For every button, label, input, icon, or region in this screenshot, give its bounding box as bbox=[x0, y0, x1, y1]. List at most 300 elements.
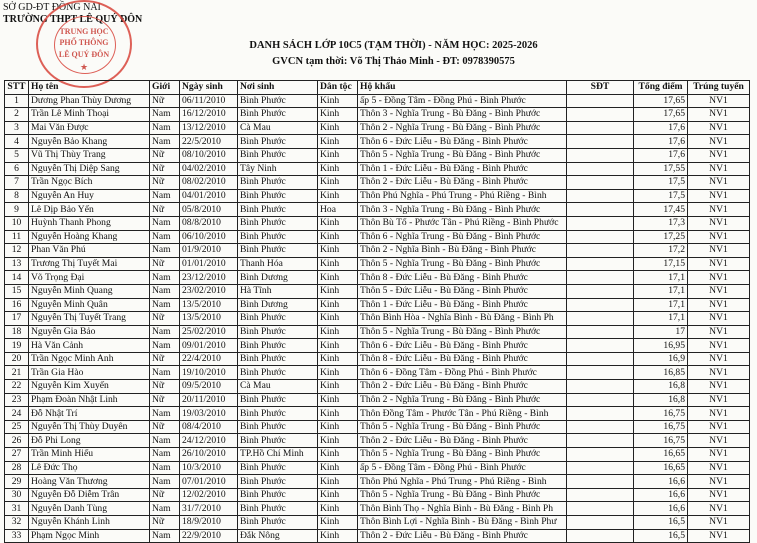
cell-birthplace: Thanh Hóa bbox=[238, 257, 318, 271]
cell-stt: 13 bbox=[5, 257, 29, 271]
cell-gender: Nam bbox=[150, 502, 180, 516]
cell-admission: NV1 bbox=[688, 420, 750, 434]
cell-total-score: 16,6 bbox=[634, 488, 688, 502]
cell-birthplace: Bình Phước bbox=[238, 420, 318, 434]
cell-stt: 14 bbox=[5, 271, 29, 285]
cell-birthdate: 06/10/2010 bbox=[180, 230, 238, 244]
table-body bbox=[5, 94, 750, 543]
cell-ethnicity: Kinh bbox=[318, 407, 358, 421]
cell-address: Thôn 5 - Đức Liễu - Bù Đăng - Bình Phước bbox=[358, 284, 567, 298]
cell-name: Huỳnh Thanh Phong bbox=[29, 216, 150, 230]
cell-total-score: 17 bbox=[634, 325, 688, 339]
cell-admission: NV1 bbox=[688, 135, 750, 149]
cell-address: Thôn Phú Nghĩa - Phú Trung - Phú Riềng - Bình bbox=[358, 475, 567, 489]
cell-ethnicity: Kinh bbox=[318, 298, 358, 312]
table-row bbox=[5, 148, 750, 162]
cell-admission: NV1 bbox=[688, 176, 750, 190]
cell-birthdate: 23/12/2010 bbox=[180, 271, 238, 285]
seal-line-3: LÊ QUÝ ĐÔN bbox=[58, 50, 110, 59]
cell-birthdate: 05/8/2010 bbox=[180, 203, 238, 217]
cell-phone bbox=[567, 108, 634, 122]
table-row bbox=[5, 284, 750, 298]
cell-birthdate: 12/02/2010 bbox=[180, 488, 238, 502]
cell-birthdate: 22/9/2010 bbox=[180, 529, 238, 543]
cell-total-score: 17,6 bbox=[634, 135, 688, 149]
cell-phone bbox=[567, 162, 634, 176]
cell-phone bbox=[567, 176, 634, 190]
cell-ethnicity: Kinh bbox=[318, 135, 358, 149]
cell-address: Thôn 2 - Đức Liễu - Bù Đăng - Bình Phước bbox=[358, 380, 567, 394]
table-row bbox=[5, 488, 750, 502]
cell-gender: Nam bbox=[150, 475, 180, 489]
cell-name: Nguyễn Thị Diệp Sang bbox=[29, 162, 150, 176]
cell-birthdate: 08/02/2010 bbox=[180, 176, 238, 190]
cell-ethnicity: Kinh bbox=[318, 189, 358, 203]
cell-address: Thôn Bù Tố - Phước Tân - Phú Riềng - Bình Phước bbox=[358, 216, 567, 230]
cell-name: Đỗ Nhật Trí bbox=[29, 407, 150, 421]
cell-address: Thôn Phú Nghĩa - Phú Trung - Phú Riềng - Bình bbox=[358, 189, 567, 203]
cell-birthdate: 25/02/2010 bbox=[180, 325, 238, 339]
cell-total-score: 17,1 bbox=[634, 271, 688, 285]
table-row bbox=[5, 121, 750, 135]
cell-total-score: 17,1 bbox=[634, 284, 688, 298]
cell-total-score: 16,65 bbox=[634, 448, 688, 462]
cell-total-score: 16,8 bbox=[634, 380, 688, 394]
cell-admission: NV1 bbox=[688, 434, 750, 448]
cell-admission: NV1 bbox=[688, 339, 750, 353]
cell-gender: Nam bbox=[150, 189, 180, 203]
cell-total-score: 17,1 bbox=[634, 312, 688, 326]
cell-birthdate: 13/5/2010 bbox=[180, 298, 238, 312]
class-list-table bbox=[4, 80, 750, 543]
cell-ethnicity: Kinh bbox=[318, 420, 358, 434]
table-row bbox=[5, 448, 750, 462]
cell-name: Dương Phan Thùy Dương bbox=[29, 94, 150, 108]
cell-name: Nguyễn Thị Tuyết Trang bbox=[29, 312, 150, 326]
cell-admission: NV1 bbox=[688, 203, 750, 217]
cell-ethnicity: Kinh bbox=[318, 339, 358, 353]
cell-admission: NV1 bbox=[688, 352, 750, 366]
cell-phone bbox=[567, 312, 634, 326]
cell-ethnicity: Kinh bbox=[318, 257, 358, 271]
cell-name: Phạm Ngọc Minh bbox=[29, 529, 150, 543]
cell-address: Thôn 6 - Đức Liễu - Bù Đăng - Bình Phước bbox=[358, 339, 567, 353]
cell-birthplace: Bình Phước bbox=[238, 189, 318, 203]
cell-phone bbox=[567, 339, 634, 353]
cell-admission: NV1 bbox=[688, 230, 750, 244]
cell-admission: NV1 bbox=[688, 393, 750, 407]
cell-birthplace: Cà Mau bbox=[238, 380, 318, 394]
cell-birthplace: Tây Ninh bbox=[238, 162, 318, 176]
cell-gender: Nữ bbox=[150, 420, 180, 434]
cell-name: Nguyễn Khánh Linh bbox=[29, 516, 150, 530]
cell-total-score: 16,65 bbox=[634, 461, 688, 475]
column-header-gender: Giới bbox=[150, 81, 180, 95]
cell-birthdate: 22/4/2010 bbox=[180, 352, 238, 366]
table-row bbox=[5, 461, 750, 475]
cell-name: Lê Đức Thọ bbox=[29, 461, 150, 475]
cell-address: Thôn 5 - Nghĩa Trung - Bù Đăng - Bình Phước bbox=[358, 488, 567, 502]
cell-total-score: 17,3 bbox=[634, 216, 688, 230]
cell-stt: 20 bbox=[5, 352, 29, 366]
cell-birthplace: Bình Phước bbox=[238, 475, 318, 489]
cell-gender: Nam bbox=[150, 284, 180, 298]
table-row bbox=[5, 312, 750, 326]
cell-total-score: 17,55 bbox=[634, 162, 688, 176]
cell-gender: Nam bbox=[150, 461, 180, 475]
table-row bbox=[5, 380, 750, 394]
cell-name: Nguyễn Đỗ Diễm Trân bbox=[29, 488, 150, 502]
cell-birthdate: 13/5/2010 bbox=[180, 312, 238, 326]
cell-birthdate: 19/10/2010 bbox=[180, 366, 238, 380]
cell-birthplace: Bình Phước bbox=[238, 176, 318, 190]
cell-phone bbox=[567, 393, 634, 407]
cell-gender: Nam bbox=[150, 434, 180, 448]
cell-address: Thôn 5 - Nghĩa Trung - Bù Đăng - Bình Phước bbox=[358, 148, 567, 162]
cell-birthplace: Bình Phước bbox=[238, 352, 318, 366]
cell-phone bbox=[567, 448, 634, 462]
seal-line-2: PHỔ THÔNG bbox=[59, 38, 109, 47]
cell-admission: NV1 bbox=[688, 271, 750, 285]
cell-ethnicity: Kinh bbox=[318, 434, 358, 448]
cell-phone bbox=[567, 516, 634, 530]
cell-stt: 26 bbox=[5, 434, 29, 448]
cell-ethnicity: Kinh bbox=[318, 352, 358, 366]
table-row bbox=[5, 94, 750, 108]
cell-stt: 23 bbox=[5, 393, 29, 407]
cell-stt: 2 bbox=[5, 108, 29, 122]
cell-admission: NV1 bbox=[688, 529, 750, 543]
cell-address: ấp 5 - Đồng Tâm - Đồng Phú - Bình Phước bbox=[358, 94, 567, 108]
cell-ethnicity: Kinh bbox=[318, 284, 358, 298]
cell-ethnicity: Kinh bbox=[318, 488, 358, 502]
cell-address: Thôn 2 - Nghĩa Bình - Bù Đăng - Bình Phước bbox=[358, 244, 567, 258]
cell-address: ấp 5 - Đồng Tâm - Đồng Phú - Bình Phước bbox=[358, 461, 567, 475]
cell-birthplace: Bình Phước bbox=[238, 434, 318, 448]
cell-address: Thôn 2 - Đức Liễu - Bù Đăng - Bình Phước bbox=[358, 176, 567, 190]
cell-name: Hà Văn Cảnh bbox=[29, 339, 150, 353]
cell-birthplace: Bình Phước bbox=[238, 244, 318, 258]
cell-ethnicity: Kinh bbox=[318, 230, 358, 244]
cell-total-score: 17,65 bbox=[634, 108, 688, 122]
cell-admission: NV1 bbox=[688, 407, 750, 421]
cell-phone bbox=[567, 271, 634, 285]
cell-stt: 33 bbox=[5, 529, 29, 543]
cell-gender: Nữ bbox=[150, 352, 180, 366]
cell-name: Hoàng Văn Thương bbox=[29, 475, 150, 489]
cell-address: Thôn Bình Lợi - Nghĩa Bình - Bù Đăng - Bình Phư bbox=[358, 516, 567, 530]
cell-stt: 28 bbox=[5, 461, 29, 475]
cell-birthplace: Bình Dương bbox=[238, 298, 318, 312]
cell-name: Lê Dịp Bảo Yến bbox=[29, 203, 150, 217]
cell-admission: NV1 bbox=[688, 312, 750, 326]
cell-phone bbox=[567, 121, 634, 135]
cell-admission: NV1 bbox=[688, 502, 750, 516]
cell-phone bbox=[567, 189, 634, 203]
cell-gender: Nam bbox=[150, 271, 180, 285]
cell-phone bbox=[567, 298, 634, 312]
cell-admission: NV1 bbox=[688, 488, 750, 502]
title-block bbox=[0, 39, 757, 68]
cell-stt: 32 bbox=[5, 516, 29, 530]
cell-phone bbox=[567, 325, 634, 339]
cell-phone bbox=[567, 502, 634, 516]
cell-phone bbox=[567, 230, 634, 244]
table-row bbox=[5, 502, 750, 516]
table-row bbox=[5, 162, 750, 176]
table-row bbox=[5, 230, 750, 244]
cell-ethnicity: Kinh bbox=[318, 448, 358, 462]
cell-birthplace: Bình Phước bbox=[238, 148, 318, 162]
cell-name: Nguyễn Bảo Khang bbox=[29, 135, 150, 149]
cell-admission: NV1 bbox=[688, 298, 750, 312]
cell-gender: Nam bbox=[150, 407, 180, 421]
cell-total-score: 17,5 bbox=[634, 189, 688, 203]
cell-ethnicity: Kinh bbox=[318, 162, 358, 176]
homeroom-teacher-line: GVCN tạm thời: Võ Thị Thảo Minh - ĐT: 0978390575 bbox=[272, 56, 515, 67]
cell-ethnicity: Kinh bbox=[318, 516, 358, 530]
table-row bbox=[5, 176, 750, 190]
column-header-stt: STT bbox=[5, 81, 29, 95]
cell-ethnicity: Kinh bbox=[318, 176, 358, 190]
cell-birthplace: Bình Phước bbox=[238, 312, 318, 326]
column-header-admission: Trúng tuyển bbox=[688, 81, 750, 95]
cell-birthplace: Bình Phước bbox=[238, 407, 318, 421]
seal-star-icon: ★ bbox=[79, 62, 89, 72]
cell-admission: NV1 bbox=[688, 257, 750, 271]
cell-phone bbox=[567, 475, 634, 489]
cell-name: Trần Gia Hào bbox=[29, 366, 150, 380]
cell-ethnicity: Kinh bbox=[318, 108, 358, 122]
cell-admission: NV1 bbox=[688, 189, 750, 203]
cell-admission: NV1 bbox=[688, 244, 750, 258]
cell-birthplace: Bình Phước bbox=[238, 516, 318, 530]
cell-ethnicity: Kinh bbox=[318, 244, 358, 258]
cell-admission: NV1 bbox=[688, 516, 750, 530]
cell-address: Thôn 3 - Nghĩa Trung - Bù Đăng - Bình Phước bbox=[358, 203, 567, 217]
cell-birthdate: 01/9/2010 bbox=[180, 244, 238, 258]
table-row bbox=[5, 475, 750, 489]
cell-admission: NV1 bbox=[688, 366, 750, 380]
cell-birthdate: 23/02/2010 bbox=[180, 284, 238, 298]
cell-stt: 17 bbox=[5, 312, 29, 326]
cell-phone bbox=[567, 257, 634, 271]
cell-phone bbox=[567, 434, 634, 448]
cell-ethnicity: Kinh bbox=[318, 380, 358, 394]
cell-birthplace: Bình Phước bbox=[238, 135, 318, 149]
cell-address: Thôn 5 - Nghĩa Trung - Bù Đăng - Bình Phước bbox=[358, 448, 567, 462]
cell-gender: Nam bbox=[150, 366, 180, 380]
cell-stt: 30 bbox=[5, 488, 29, 502]
cell-ethnicity: Kinh bbox=[318, 366, 358, 380]
cell-address: Thôn 1 - Đức Liễu - Bù Đăng - Bình Phước bbox=[358, 162, 567, 176]
cell-stt: 9 bbox=[5, 203, 29, 217]
cell-name: Nguyễn Thị Thùy Duyên bbox=[29, 420, 150, 434]
table-row bbox=[5, 298, 750, 312]
cell-birthdate: 08/10/2010 bbox=[180, 148, 238, 162]
table-row bbox=[5, 529, 750, 543]
cell-birthdate: 09/01/2010 bbox=[180, 339, 238, 353]
cell-phone bbox=[567, 380, 634, 394]
table-row bbox=[5, 434, 750, 448]
cell-total-score: 17,1 bbox=[634, 298, 688, 312]
cell-stt: 31 bbox=[5, 502, 29, 516]
cell-address: Thôn 2 - Đức Liễu - Bù Đăng - Bình Phước bbox=[358, 529, 567, 543]
cell-admission: NV1 bbox=[688, 284, 750, 298]
cell-stt: 1 bbox=[5, 94, 29, 108]
cell-birthdate: 09/5/2010 bbox=[180, 380, 238, 394]
cell-ethnicity: Kinh bbox=[318, 216, 358, 230]
cell-gender: Nữ bbox=[150, 94, 180, 108]
cell-total-score: 16,75 bbox=[634, 420, 688, 434]
cell-stt: 5 bbox=[5, 148, 29, 162]
cell-total-score: 17,6 bbox=[634, 148, 688, 162]
cell-ethnicity: Kinh bbox=[318, 312, 358, 326]
cell-birthdate: 20/11/2010 bbox=[180, 393, 238, 407]
cell-gender: Nam bbox=[150, 298, 180, 312]
cell-ethnicity: Kinh bbox=[318, 461, 358, 475]
cell-total-score: 16,9 bbox=[634, 352, 688, 366]
cell-birthplace: Đắk Nông bbox=[238, 529, 318, 543]
table-header-row bbox=[5, 81, 750, 95]
table-row bbox=[5, 216, 750, 230]
cell-gender: Nữ bbox=[150, 516, 180, 530]
cell-gender: Nữ bbox=[150, 162, 180, 176]
cell-birthdate: 04/01/2010 bbox=[180, 189, 238, 203]
cell-stt: 11 bbox=[5, 230, 29, 244]
cell-ethnicity: Hoa bbox=[318, 203, 358, 217]
cell-name: Trần Ngọc Minh Anh bbox=[29, 352, 150, 366]
cell-phone bbox=[567, 148, 634, 162]
cell-birthplace: Bình Phước bbox=[238, 339, 318, 353]
cell-birthdate: 08/4/2010 bbox=[180, 420, 238, 434]
cell-birthdate: 24/12/2010 bbox=[180, 434, 238, 448]
cell-stt: 4 bbox=[5, 135, 29, 149]
cell-name: Nguyễn Minh Quang bbox=[29, 284, 150, 298]
cell-birthdate: 22/5/2010 bbox=[180, 135, 238, 149]
cell-birthplace: Cà Mau bbox=[238, 121, 318, 135]
cell-admission: NV1 bbox=[688, 325, 750, 339]
cell-gender: Nam bbox=[150, 529, 180, 543]
cell-address: Thôn 6 - Đức Liễu - Bù Đăng - Bình Phước bbox=[358, 135, 567, 149]
cell-stt: 7 bbox=[5, 176, 29, 190]
cell-address: Thôn 6 - Nghĩa Trung - Bù Đăng - Bình Phước bbox=[358, 230, 567, 244]
cell-birthplace: Bình Phước bbox=[238, 502, 318, 516]
table-row bbox=[5, 339, 750, 353]
cell-total-score: 17,45 bbox=[634, 203, 688, 217]
cell-name: Nguyễn Kim Xuyến bbox=[29, 380, 150, 394]
cell-ethnicity: Kinh bbox=[318, 148, 358, 162]
column-header-birthplace: Nơi sinh bbox=[238, 81, 318, 95]
cell-phone bbox=[567, 216, 634, 230]
cell-birthdate: 13/12/2010 bbox=[180, 121, 238, 135]
cell-stt: 3 bbox=[5, 121, 29, 135]
cell-ethnicity: Kinh bbox=[318, 393, 358, 407]
table-row bbox=[5, 203, 750, 217]
cell-birthplace: Bình Phước bbox=[238, 216, 318, 230]
cell-address: Thôn 2 - Nghĩa Trung - Bù Đăng - Bình Phước bbox=[358, 393, 567, 407]
table-row bbox=[5, 352, 750, 366]
cell-name: Nguyễn An Huy bbox=[29, 189, 150, 203]
cell-ethnicity: Kinh bbox=[318, 94, 358, 108]
cell-gender: Nam bbox=[150, 216, 180, 230]
cell-birthplace: Bình Phước bbox=[238, 108, 318, 122]
cell-address: Thôn 8 - Đức Liễu - Bù Đăng - Bình Phước bbox=[358, 271, 567, 285]
cell-total-score: 17,5 bbox=[634, 176, 688, 190]
cell-name: Trần Lê Minh Thoại bbox=[29, 108, 150, 122]
cell-gender: Nữ bbox=[150, 393, 180, 407]
cell-ethnicity: Kinh bbox=[318, 475, 358, 489]
cell-birthplace: Bình Phước bbox=[238, 203, 318, 217]
column-header-total-score: Tổng điểm bbox=[634, 81, 688, 95]
cell-total-score: 16,8 bbox=[634, 393, 688, 407]
cell-phone bbox=[567, 94, 634, 108]
cell-address: Thôn 2 - Nghĩa Trung - Bù Đăng - Bình Phước bbox=[358, 121, 567, 135]
table-row bbox=[5, 366, 750, 380]
cell-birthplace: Bình Phước bbox=[238, 325, 318, 339]
cell-admission: NV1 bbox=[688, 461, 750, 475]
cell-gender: Nữ bbox=[150, 488, 180, 502]
cell-name: Nguyễn Minh Quân bbox=[29, 298, 150, 312]
cell-phone bbox=[567, 284, 634, 298]
table-row bbox=[5, 271, 750, 285]
cell-stt: 27 bbox=[5, 448, 29, 462]
cell-total-score: 16,5 bbox=[634, 529, 688, 543]
cell-phone bbox=[567, 135, 634, 149]
cell-name: Phan Văn Phú bbox=[29, 244, 150, 258]
cell-birthdate: 19/03/2010 bbox=[180, 407, 238, 421]
cell-name: Trương Thị Tuyết Mai bbox=[29, 257, 150, 271]
cell-name: Mai Văn Được bbox=[29, 121, 150, 135]
cell-address: Thôn 8 - Đức Liễu - Bù Đăng - Bình Phước bbox=[358, 352, 567, 366]
cell-name: Trần Ngọc Bích bbox=[29, 176, 150, 190]
cell-ethnicity: Kinh bbox=[318, 121, 358, 135]
cell-phone bbox=[567, 352, 634, 366]
cell-total-score: 16,85 bbox=[634, 366, 688, 380]
cell-name: Trần Minh Hiếu bbox=[29, 448, 150, 462]
department-name: SỞ GD-ĐT ĐỒNG NAI bbox=[3, 2, 101, 13]
cell-birthplace: TP.Hồ Chí Minh bbox=[238, 448, 318, 462]
cell-birthdate: 26/10/2010 bbox=[180, 448, 238, 462]
seal-line-1: TRUNG HỌC bbox=[59, 27, 109, 36]
cell-total-score: 16,5 bbox=[634, 516, 688, 530]
table-row bbox=[5, 407, 750, 421]
cell-phone bbox=[567, 366, 634, 380]
table-row bbox=[5, 516, 750, 530]
cell-gender: Nữ bbox=[150, 257, 180, 271]
cell-address: Thôn 5 - Nghĩa Trung - Bù Đăng - Bình Phước bbox=[358, 420, 567, 434]
cell-address: Thôn 3 - Nghĩa Trung - Bù Đăng - Bình Phước bbox=[358, 108, 567, 122]
cell-admission: NV1 bbox=[688, 162, 750, 176]
cell-total-score: 16,6 bbox=[634, 475, 688, 489]
cell-birthplace: Bình Phước bbox=[238, 461, 318, 475]
cell-stt: 12 bbox=[5, 244, 29, 258]
cell-stt: 8 bbox=[5, 189, 29, 203]
cell-stt: 22 bbox=[5, 380, 29, 394]
cell-total-score: 16,75 bbox=[634, 434, 688, 448]
cell-total-score: 17,2 bbox=[634, 244, 688, 258]
cell-total-score: 17,65 bbox=[634, 94, 688, 108]
cell-stt: 21 bbox=[5, 366, 29, 380]
cell-birthplace: Hà Tĩnh bbox=[238, 284, 318, 298]
cell-stt: 25 bbox=[5, 420, 29, 434]
cell-address: Thôn Đồng Tâm - Phước Tân - Phú Riềng - Bình bbox=[358, 407, 567, 421]
table-row bbox=[5, 135, 750, 149]
cell-admission: NV1 bbox=[688, 475, 750, 489]
cell-name: Nguyễn Danh Tùng bbox=[29, 502, 150, 516]
cell-gender: Nam bbox=[150, 448, 180, 462]
table-row bbox=[5, 393, 750, 407]
